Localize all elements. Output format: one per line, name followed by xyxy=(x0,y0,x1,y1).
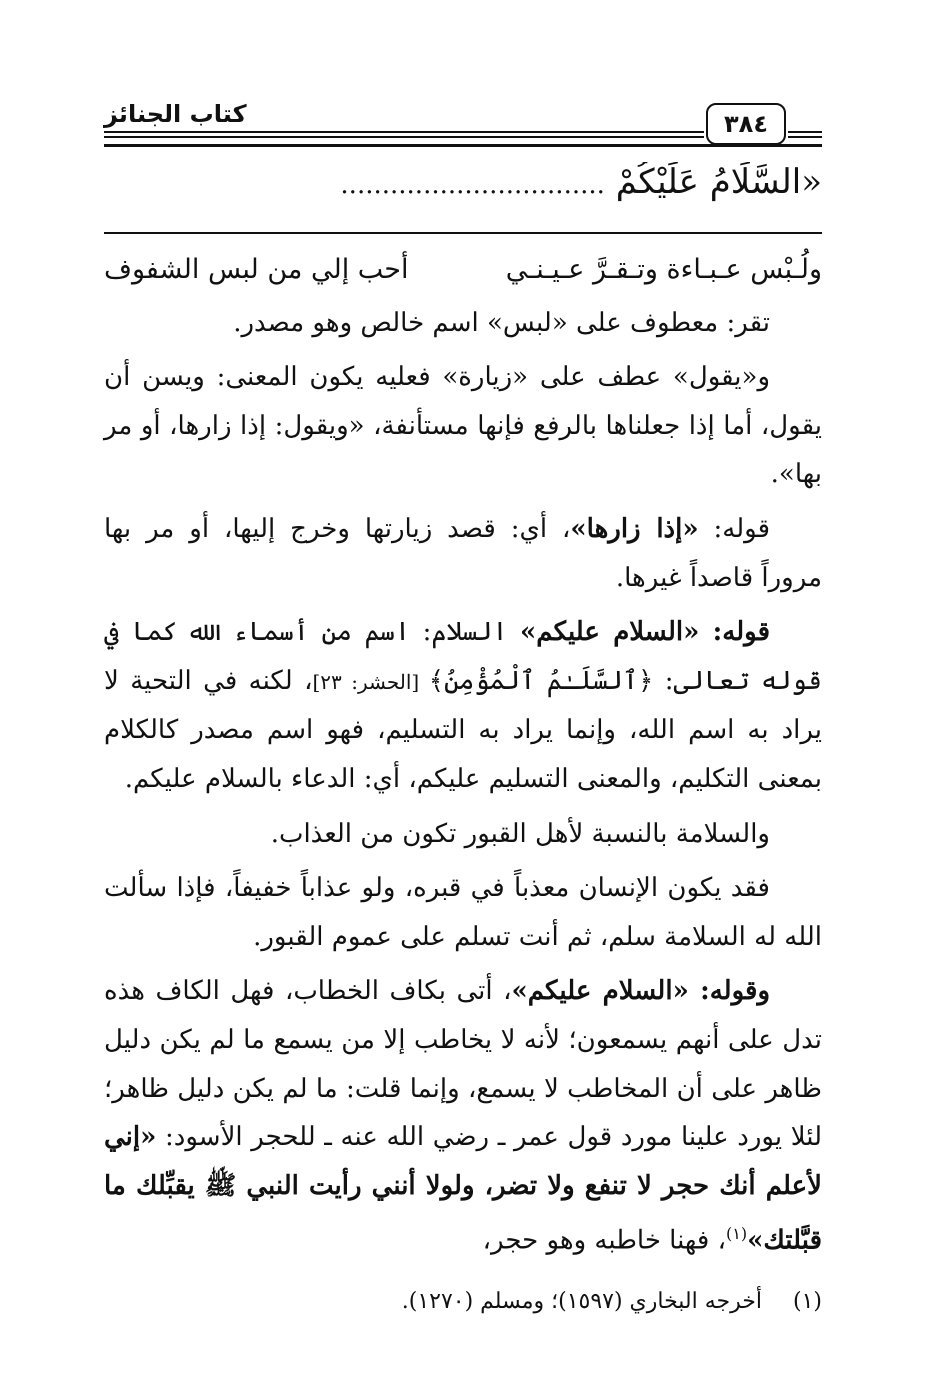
paragraph-2: و«يقول» عطف على «زيارة» فعليه يكون المعنى: ويسن أن يقول، أما إذا جعلناها بالرفع فإنها مستأنفة، «ويقول: إذا زارها، أو مر بها». xyxy=(104,362,822,490)
p4-ref: [الحشر: ٢٣] xyxy=(312,669,429,694)
commentary-body xyxy=(104,246,822,1272)
p4-bold: «السلام عليكم» xyxy=(520,617,713,648)
p4-lead: قوله: xyxy=(712,617,770,648)
footnote xyxy=(104,1282,822,1322)
verse-left-hemistich: أحب إلي من لبس الشفوف xyxy=(104,254,409,285)
paragraph-4 xyxy=(104,608,822,803)
page-number: ٣٨٤ xyxy=(706,103,786,145)
footnote-ref[interactable]: (١) xyxy=(726,1224,748,1244)
p4-quran: ﴿ٱلسَّلَـٰمُ ٱلْمُؤْمِنُ﴾ xyxy=(428,665,654,696)
paragraph-3 xyxy=(104,505,822,602)
paragraph-1: تقر: معطوف على «لبس» اسم خالص وهو مصدر. xyxy=(233,307,770,338)
poetry-verse xyxy=(104,246,822,295)
p4-text2: ، لكنه في التحية لا يراد به اسم الله، وإنما يراد به التسليم، فهو اسم مصدر كالكلام بمعنى التكليم، والمعنى التسليم عليكم، أي: الدعاء بالسلام عليكم. xyxy=(104,665,822,794)
p4-text1: السلام: اسم من أسماء الله كما في قوله تعالى: xyxy=(104,617,823,696)
matn-text: «السَّلَامُ عَلَيْكُمْ xyxy=(615,162,822,202)
p7-bold1: «السلام عليكم» xyxy=(511,976,689,1007)
paragraph-5: والسلامة بالنسبة لأهل القبور تكون من العذاب. xyxy=(270,818,770,849)
p7-text1: ، أتى بكاف الخطاب، فهل الكاف هذه تدل على أنهم يسمعون؛ لأنه لا يخاطب إلا من يسمع ما لم يكن دليل ظاهر على أن المخاطب لا يسمع، وإنما قلت: ما لم يكن دليل ظاهر؛ لئلا يورد علينا مورد قول عمر ـ رضي الله عنه ـ للحجر الأسود: xyxy=(104,976,822,1153)
verse-right-hemistich: ولُـبْس عـبـاءة وتـقـرَّ عـيـنـي xyxy=(505,254,822,285)
footnote-number: (١) xyxy=(792,1289,822,1314)
paragraph-7 xyxy=(104,967,822,1265)
p7-text2: ، فهنا خاطبه وهو حجر، xyxy=(482,1225,727,1256)
header-rule-middle-right xyxy=(788,136,822,138)
p3-pre: قوله: xyxy=(698,513,770,544)
p7-lead: وقوله: xyxy=(688,976,770,1007)
p7-bold2: «إني لأعلم أنك حجر لا تنفع ولا تضر، ولولا أنني رأيت النبي ﷺ يقبِّلك ما قبَّلتك» xyxy=(104,1122,822,1256)
matn-separator xyxy=(104,232,822,234)
page-header xyxy=(0,0,936,160)
p3-bold: «إذا زارها» xyxy=(570,513,699,544)
matn-dots: ................................ xyxy=(340,170,605,200)
footnote-text: أخرجه البخاري (١٥٩٧)؛ ومسلم (١٢٧٠). xyxy=(401,1289,762,1314)
header-rule-middle xyxy=(104,136,704,138)
book-title: كتاب الجنائز xyxy=(104,100,247,128)
matn-line xyxy=(104,162,822,212)
header-rule-top-right xyxy=(788,131,822,133)
header-rule-top xyxy=(104,131,704,133)
p3-post: ، أي: قصد زيارتها وخرج إليها، أو مر بها مروراً قاصداً غيرها. xyxy=(104,513,822,593)
paragraph-6: فقد يكون الإنسان معذباً في قبره، ولو عذاباً خفيفاً، فإذا سألت الله له السلامة سلم، ثم أنت تسلم على عموم القبور. xyxy=(104,873,822,952)
